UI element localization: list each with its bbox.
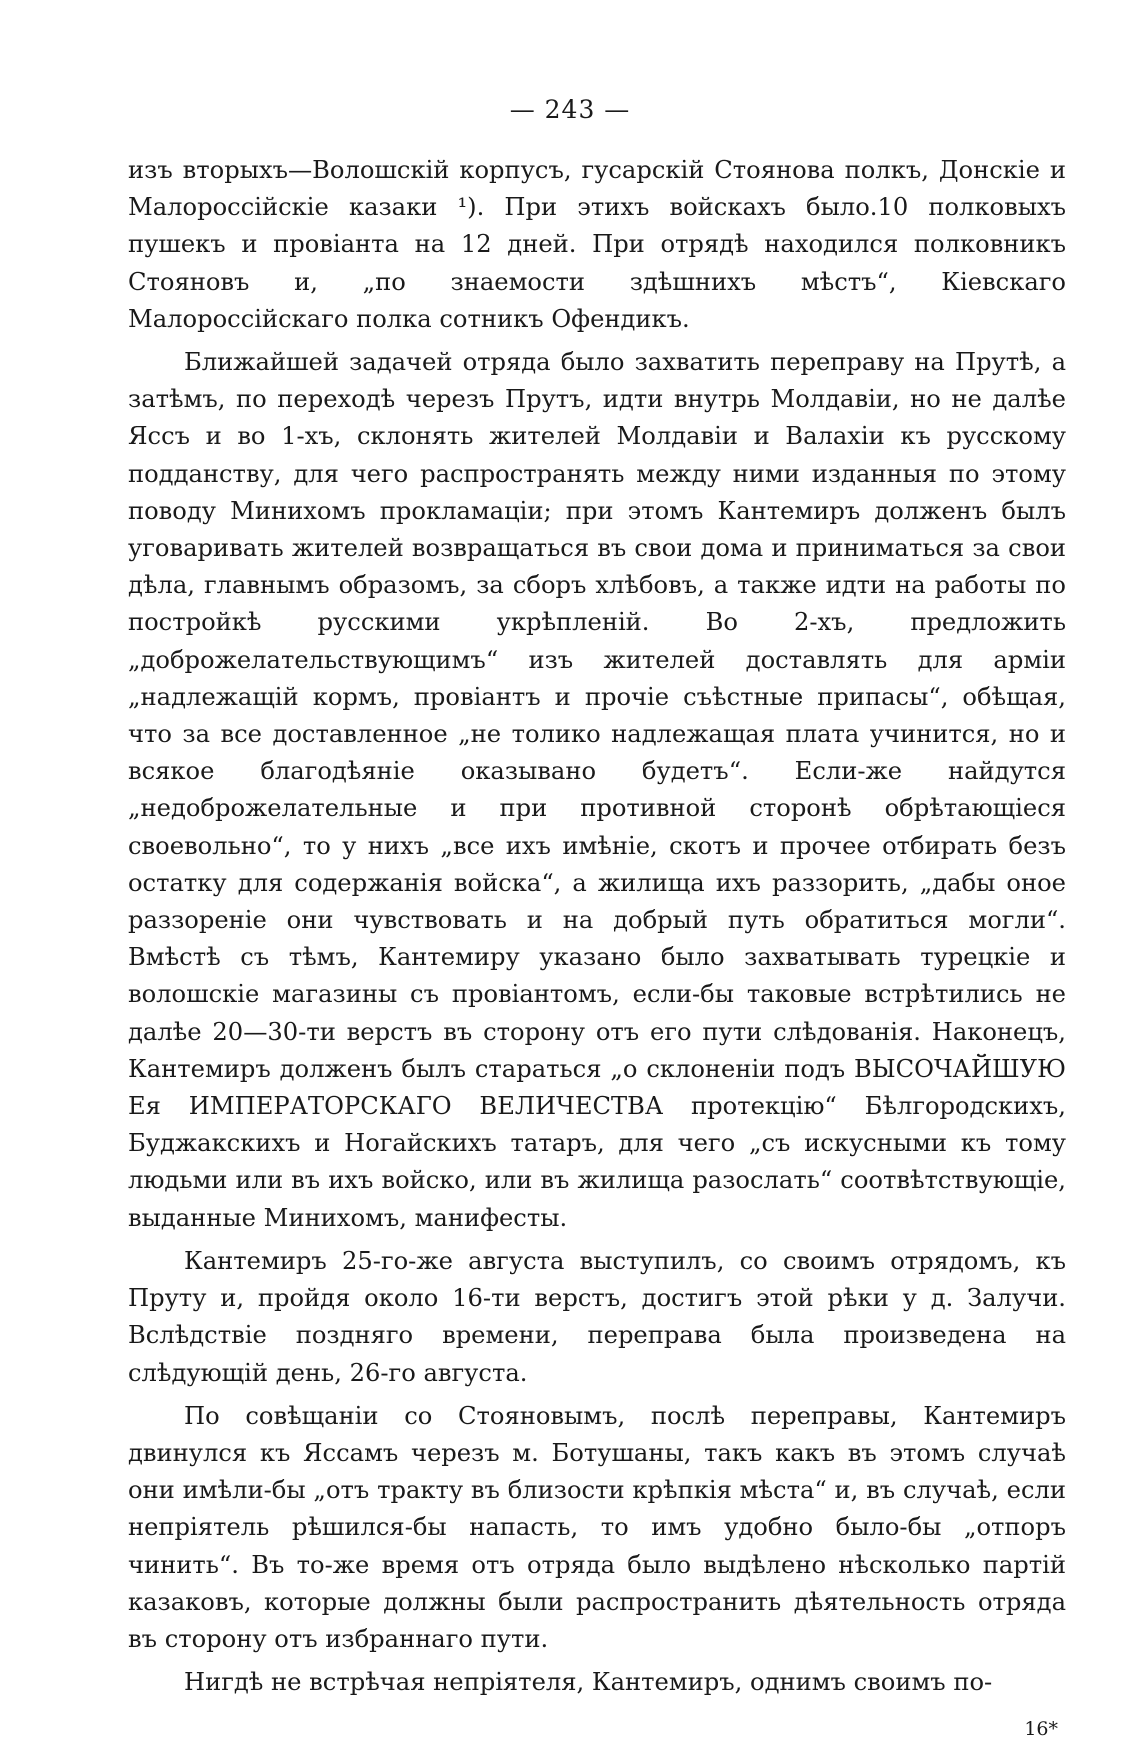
- paragraph-5: Нигдѣ не встрѣчая непріятеля, Кантемиръ, однимъ своимъ по-: [184, 1668, 993, 1697]
- paragraph-4: По совѣщаніи со Стояновымъ, послѣ переправы, Кантемиръ двинулся къ Яссамъ черезъ м. Ботушаны, такъ какъ въ этомъ случаѣ они имѣли-бы „отъ тракту въ близости крѣпкія мѣста“ и, въ случаѣ, если непріятель рѣшился-бы напасть, то имъ удобно было-бы „отпоръ чинить“. Въ то-же время отъ отряда было выдѣлено нѣсколько партій казаковъ, которые должны были распространить дѣятельность отряда въ сторону отъ избраннаго пути.: [128, 1401, 1066, 1653]
- printer-signature-mark: 16*: [1024, 1718, 1058, 1740]
- paragraph-2: Ближайшей задачей отряда было захватить переправу на Прутѣ, а затѣмъ, по переходѣ черезъ Прутъ, идти внутрь Молдавіи, но не далѣе Яссъ и во 1-хъ, склонять жителей Молдавіи и Валахіи къ русскому подданству, для чего распространять между ними изданныя по этому поводу Минихомъ прокламаціи; при этомъ Кантемиръ долженъ былъ уговаривать жителей возвращаться въ свои дома и приниматься за свои дѣла, главнымъ образомъ, за сборъ хлѣбовъ, а также идти на работы по постройкѣ русскими укрѣпленій. Во 2-хъ, предложить „доброжелательствующимъ“ изъ жителей доставлять для арміи „надлежащій кормъ, провіантъ и прочіе съѣстные припасы“, обѣщая, что за все доставленное „не толико надлежащая плата учинится, но и всякое благодѣяніе оказывано будетъ“. Если-же найдутся „недоброжелательные и при противной сторонѣ обрѣтающіеся своевольно“, то у нихъ „все ихъ имѣніе, скотъ и прочее отбирать безъ остатку для содержанія войска“, а жилища ихъ раззорить, „дабы оное раззореніе они чувствовать и на добрый путь обратиться могли“. Вмѣстѣ съ тѣмъ, Кантемиру указано было захватывать турецкіе и волошскіе магазины съ провіантомъ, если-бы таковые встрѣтились не далѣе 20—30-ти верстъ въ сторону отъ его пути слѣдованія. Наконецъ, Кантемиръ долженъ былъ стараться „о склоненіи подъ ВЫСОЧАЙШУЮ Ея ИМПЕРАТОРСКАГО ВЕЛИЧЕСТВА протекцію“ Бѣлгородскихъ, Буджакскихъ и Ногайскихъ татаръ, для чего „съ искусными къ тому людьми или въ ихъ войско, или въ жилища разослать“ соотвѣтствующіе, выданные Минихомъ, манифесты.: [128, 348, 1066, 1232]
- paragraph-1: изъ вторыхъ—Волошскій корпусъ, гусарскій Стоянова полкъ, Донскіе и Малороссійскіе казаки ¹). При этихъ войскахъ было.10 полковыхъ пушекъ и провіанта на 12 дней. При отрядѣ находился полковникъ Стояновъ и, „по знаемости здѣшнихъ мѣстъ“, Кіевскаго Малороссійскаго полка сотникъ Офендикъ.: [128, 156, 1066, 333]
- paragraph-3: Кантемиръ 25-го-же августа выступилъ, со своимъ отрядомъ, къ Пруту и, пройдя около 16-ти верстъ, достигъ этой рѣки у д. Залучи. Вслѣдствіе поздняго времени, переправа была произведена на слѣдующій день, 26-го августа.: [128, 1246, 1066, 1387]
- page-body: [128, 152, 1066, 1707]
- page-number-header: — 243 —: [509, 95, 631, 124]
